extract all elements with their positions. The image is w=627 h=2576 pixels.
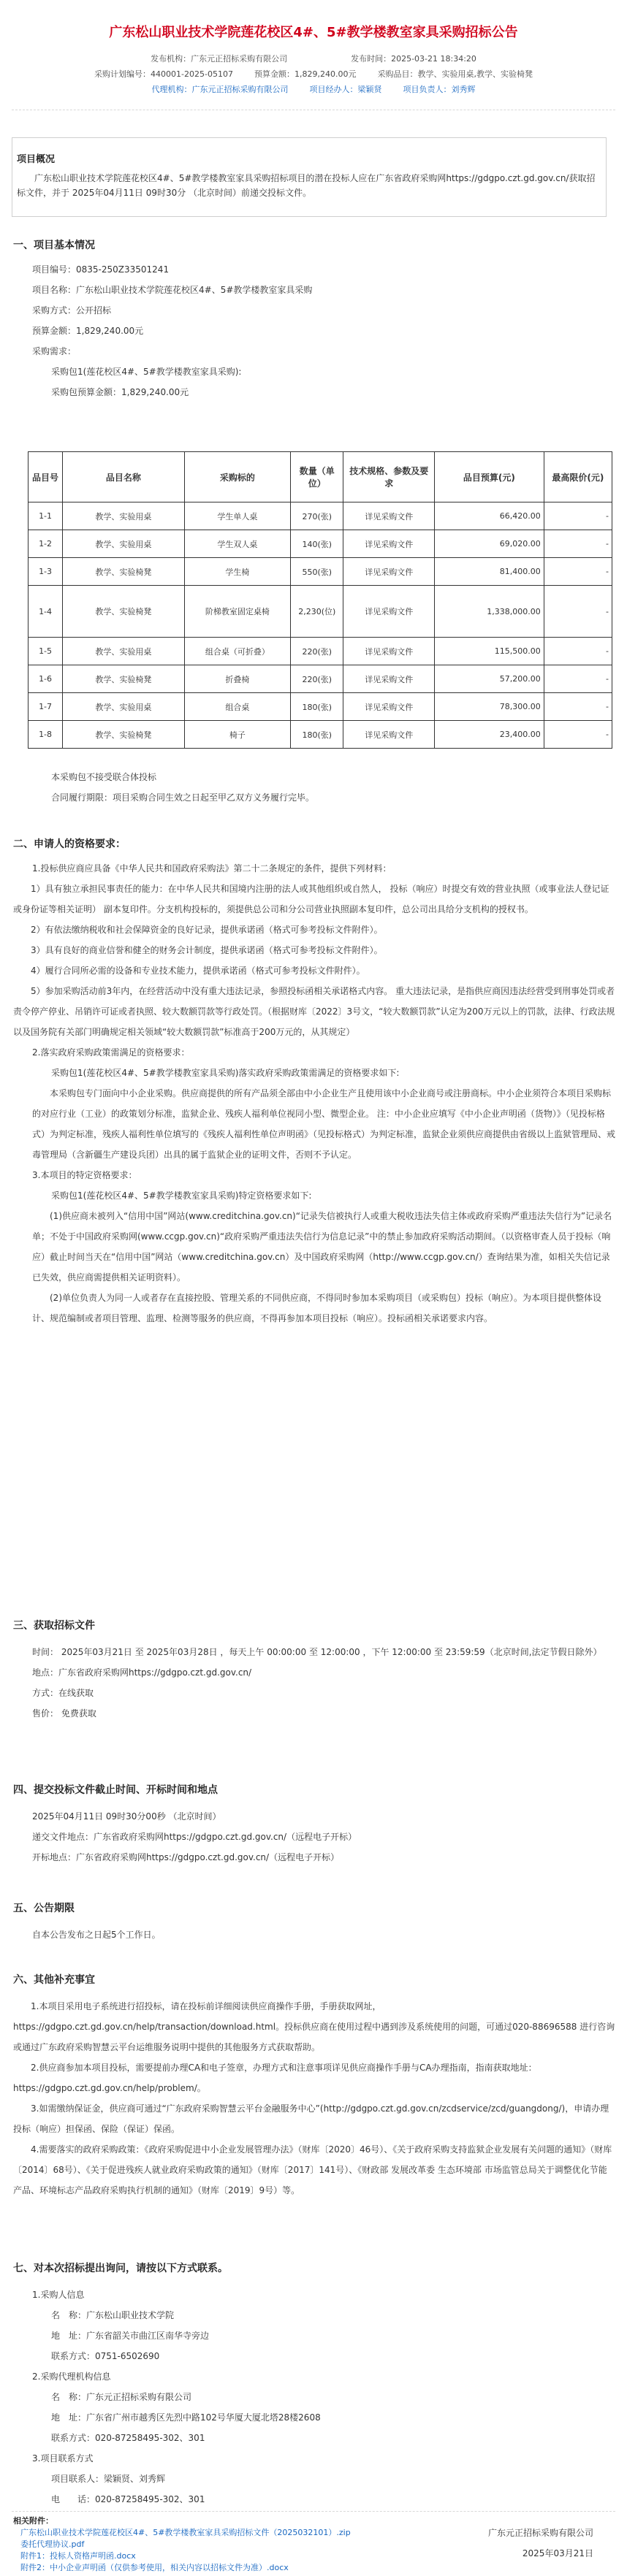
specific-heading: 3.本项目的特定资格要求： <box>32 1170 137 1180</box>
col-header: 品目名称 <box>63 452 185 502</box>
cell: 阶梯教室固定桌椅 <box>184 586 291 638</box>
package-budget: 采购包预算金额：1,829,240.00元 <box>51 387 189 397</box>
get-doc-price: 售价： 免费获取 <box>32 1708 96 1719</box>
cell: 教学、实验椅凳 <box>63 665 185 693</box>
cell: 教学、实验椅凳 <box>63 721 185 749</box>
qual-item-4: 4）履行合同所必需的设备和专业技术能力，提供承诺函（格式可参考投标文件附件）。 <box>31 966 365 976</box>
qual-item-1: 1）具有独立承担民事责任的能力：在中华人民共和国境内注册的法人或其他组织或自然人， 投标（响应）时提交有效的营业执照（或事业法人登记证或身份证等相关证明） 副本复印件。分支机构投标的，须提供总公司和分公司营业执照副本复印件，总公司出具给分支机构的授权书。 <box>13 884 609 914</box>
package-notes <box>13 767 615 808</box>
cell: 教学、实验用桌 <box>63 693 185 721</box>
project-number: 项目编号：0835-250Z33501241 <box>32 264 170 275</box>
cell: 详见采购文件 <box>343 693 435 721</box>
section-4-body <box>13 1806 615 1868</box>
section-5-body <box>13 1925 615 1945</box>
section-1-heading: 一、项目基本情况 <box>13 240 95 251</box>
signature-date: 2025年03月21日 <box>522 2548 593 2558</box>
cell: 学生单人桌 <box>184 502 291 530</box>
cell: - <box>544 558 612 586</box>
purchaser-heading: 1.采购人信息 <box>32 2290 85 2300</box>
cell: 270(张) <box>291 502 343 530</box>
meta-budget: 预算金额：1,829,240.00元 <box>254 69 357 79</box>
attachments-list <box>13 2515 351 2574</box>
budget-amount: 预算金额：1,829,240.00元 <box>32 326 144 336</box>
cell: - <box>544 502 612 530</box>
meta-plan: 采购计划编号：440001-2025-05107 <box>94 69 233 79</box>
cell: - <box>544 665 612 693</box>
section-2-heading: 二、申请人的资格要求： <box>13 838 126 850</box>
notice-period: 自本公告发布之日起5个工作日。 <box>32 1930 161 1940</box>
cell: 椅子 <box>184 721 291 749</box>
cell: - <box>544 586 612 638</box>
qual-item-5: 5）参加采购活动前3年内，在经营活动中没有重大违法记录，参照投标函相关承诺格式内容。 重大违法记录，是指供应商因违法经营受到刑事处罚或者责令停产停业、吊销许可证或者执照、较大数额罚款等行政处罚。（根据财库〔2022〕3号文，“较大数额罚款”认定为200万元以上的罚款，法律、行政法规以及国务院有关部门明确规定相关领域“较大数额罚款”标准高于200万元的，从其规定） <box>13 986 615 1037</box>
table-row <box>28 665 612 693</box>
cell: - <box>544 530 612 558</box>
section-7-heading: 七、对本次招标提出询问，请按以下方式联系。 <box>13 2263 228 2274</box>
cell: 69,020.00 <box>435 530 544 558</box>
supplement-2: 2.供应商参加本项目投标，需要提前办理CA和电子签章，办理方式和注意事项详见供应商操作手册与CA办理指南，指南获取地址：https://gdgpo.czt.gd.gov.cn/help/problem/。 <box>13 2063 537 2093</box>
col-header: 最高限价(元) <box>544 452 612 502</box>
specific-item-1: (1)供应商未被列入“信用中国”网站(www.creditchina.gov.cn)“记录失信被执行人或重大税收违法失信主体或政府采购严重违法失信行为”记录名单；不处于中国政府采购网(www.ccgp.gov.cn)“政府采购严重违法失信行为信息记录”中的禁止参加政府采购活动期间。（以资格审查人员于投标（响应）截止时间当天在“信用中国”网站（www.creditchina.gov.cn）及中国政府采购网（http://www.ccgp.gov.cn/）查询结果为准，如相关失信记录已失效，供应商需提供相关证明资料）。 <box>32 1211 612 1283</box>
section-6-heading: 六、其他补充事宜 <box>13 1974 95 1986</box>
purchaser-phone: 联系方式：0751-6502690 <box>51 2351 160 2361</box>
attachments-label: 相关附件： <box>13 2516 53 2526</box>
cell: 详见采购文件 <box>343 502 435 530</box>
attachment-link[interactable]: 附件1：投标人资格声明函.docx <box>20 2551 136 2561</box>
qual-item-3: 3）具有良好的商业信誉和健全的财务会计制度，提供承诺函（格式可参考投标文件附件）。 <box>31 945 383 955</box>
policy-sme-text: 本采购包专门面向中小企业采购。供应商提供的所有产品须全部由中小企业生产且使用该中小企业商号或注册商标。中小企业须符合本项目采购标的对应行业（工业）的政策划分标准，监狱企业、残疾人福利单位视同小型、微型企业。 注：中小企业应填写《中小企业声明函（货物）》（见投标格式）为判定标准，残疾人福利性单位填写的《残疾人福利性单位声明函》（见投标格式）为判定标准，监狱企业须供应商提供由省级以上监狱管理局、戒毒管理局（含新疆生产建设兵团）出具的属于监狱企业的证明文件，否则不予认定。 <box>32 1088 616 1160</box>
cell: 1-8 <box>28 721 63 749</box>
cell: 教学、实验用桌 <box>63 530 185 558</box>
table-row <box>28 721 612 749</box>
cell: 66,420.00 <box>435 502 544 530</box>
cell: 2,230(位) <box>291 586 343 638</box>
cell: 1,338,000.00 <box>435 586 544 638</box>
attachment-link[interactable]: 附件2：中小企业声明函（仅供参考使用，相关内容以招标文件为准）.docx <box>20 2563 289 2572</box>
cell: 1-7 <box>28 693 63 721</box>
contact-heading: 3.项目联系方式 <box>32 2453 94 2464</box>
meta-agency: 代理机构：广东元正招标采购有限公司 <box>151 85 289 94</box>
page-title: 广东松山职业技术学院莲花校区4#、5#教学楼教室家具采购招标公告 <box>109 25 518 40</box>
cell: 81,400.00 <box>435 558 544 586</box>
cell: - <box>544 721 612 749</box>
overview-heading: 项目概况 <box>17 154 56 165</box>
cell: 组合桌（可折叠） <box>184 638 291 665</box>
section-6-body <box>13 1996 615 2201</box>
cell: 详见采购文件 <box>343 586 435 638</box>
table-row <box>28 530 612 558</box>
cell: 1-6 <box>28 665 63 693</box>
section-3-body <box>13 1642 615 1724</box>
cell: 550(张) <box>291 558 343 586</box>
cell: 1-5 <box>28 638 63 665</box>
section-1-body <box>13 259 615 402</box>
cell: 教学、实验椅凳 <box>63 586 185 638</box>
cell: 1-1 <box>28 502 63 530</box>
purchaser-address: 地 址：广东省韶关市曲江区南华寺旁边 <box>51 2331 210 2341</box>
signature-company: 广东元正招标采购有限公司 <box>487 2528 593 2538</box>
supplement-3: 3.如需缴纳保证金，供应商可通过“广东政府采购智慧云平台金融服务中心”(http://gdgpo.czt.gd.gov.cn/zcdservice/zcd/guangdong/)，申请办理投标（响应）担保函、保险（保证）保函。 <box>13 2103 609 2134</box>
specific-item-2: (2)单位负责人为同一人或者存在直接控股、管理关系的不同供应商，不得同时参加本采购项目（或采购包）投标（响应）。为本项目提供整体设计、规范编制或者项目管理、监理、检测等服务的供应商，不得再参加本项目投标（响应）。投标函相关承诺要求内容。 <box>32 1293 602 1323</box>
qual-item-2: 2）有依法缴纳税收和社会保障资金的良好记录，提供承诺函（格式可参考投标文件附件）。 <box>31 925 383 935</box>
announcement-meta <box>0 51 627 97</box>
procurement-need: 采购需求： <box>32 346 77 356</box>
get-doc-place: 地点：广东省政府采购网https://gdgpo.czt.gd.gov.cn/ <box>32 1667 252 1678</box>
cell: 78,300.00 <box>435 693 544 721</box>
contact-phone: 电 话：020-87258495-302、301 <box>51 2494 205 2504</box>
cell: 220(张) <box>291 638 343 665</box>
specific-package: 采购包1(莲花校区4#、5#教学楼教室家具采购)特定资格要求如下: <box>51 1190 312 1201</box>
table-header-row <box>28 452 612 502</box>
col-header: 采购标的 <box>184 452 291 502</box>
contract-term: 合同履行期限：项目采购合同生效之日起至甲乙双方义务履行完毕。 <box>51 792 315 803</box>
section-4-heading: 四、提交投标文件截止时间、开标时间和地点 <box>13 1784 218 1796</box>
agency-name: 名 称：广东元正招标采购有限公司 <box>51 2392 192 2402</box>
col-header: 品目预算(元) <box>435 452 544 502</box>
table-row <box>28 638 612 665</box>
cell: 教学、实验用桌 <box>63 638 185 665</box>
cell: 180(张) <box>291 721 343 749</box>
cell: 220(张) <box>291 665 343 693</box>
cell: 教学、实验用桌 <box>63 502 185 530</box>
agency-phone: 联系方式：020-87258495-302、301 <box>51 2433 205 2443</box>
cell: 组合桌 <box>184 693 291 721</box>
section-5-heading: 五、公告期限 <box>13 1903 75 1914</box>
package-title: 采购包1(莲花校区4#、5#教学楼教室家具采购): <box>51 367 242 377</box>
cell: 学生双人桌 <box>184 530 291 558</box>
attachment-link[interactable]: 委托代理协议.pdf <box>20 2539 85 2549</box>
supplement-4: 4.需要落实的政府采购政策：《政府采购促进中小企业发展管理办法》（财库〔2020〕46号）、《关于政府采购支持监狱企业发展有关问题的通知》（财库〔2014〕68号）、《关于促进残疾人就业政府采购政策的通知》（财库〔2017〕141号）、《财政部 发展改革委 生态环境部 市场监管总局关于调整优化节能产品、环境标志产品政府采购执行机制的通知》（财库〔2019〕9号）等。 <box>13 2144 612 2195</box>
cell: 教学、实验椅凳 <box>63 558 185 586</box>
deadline-time: 2025年04月11日 09时30分00秒 （北京时间） <box>32 1811 221 1822</box>
qual-intro: 1.投标供应商应具备《中华人民共和国政府采购法》第二十二条规定的条件，提供下列材料： <box>32 863 392 874</box>
cell: 详见采购文件 <box>343 530 435 558</box>
meta-manager: 项目经办人：梁颖贤 <box>309 85 382 94</box>
cell: 23,400.00 <box>435 721 544 749</box>
col-header: 技术规格、参数及要求 <box>343 452 435 502</box>
policy-heading: 2.落实政府采购政策需满足的资格要求： <box>32 1047 190 1058</box>
supplement-1: 1.本项目采用电子系统进行招投标，请在投标前详细阅读供应商操作手册，手册获取网址，https://gdgpo.czt.gd.gov.cn/help/transaction/download.html。投标供应商在使用过程中遇到涉及系统使用的问题，可通过020-88696588 进行咨询或通过广东政府采购智慧云平台运维服务说明中提供的其他服务方式获取帮助。 <box>13 2001 615 2052</box>
section-2-body <box>13 858 615 1329</box>
meta-leader: 项目负责人：刘秀辉 <box>403 85 476 94</box>
cell: 详见采购文件 <box>343 665 435 693</box>
cell: 180(张) <box>291 693 343 721</box>
cell: 1-3 <box>28 558 63 586</box>
get-doc-time: 时间： 2025年03月21日 至 2025年03月28日 ，每天上午 00:00:00 至 12:00:00 ，下午 12:00:00 至 23:59:59（北京时间,法定节假日除外） <box>32 1647 602 1657</box>
cell: 57,200.00 <box>435 665 544 693</box>
meta-date: 发布时间：2025-03-21 18:34:20 <box>351 54 476 64</box>
procurement-method: 采购方式：公开招标 <box>32 305 112 316</box>
project-name: 项目名称：广东松山职业技术学院莲花校区4#、5#教学楼教室家具采购 <box>32 285 313 295</box>
table-row <box>28 586 612 638</box>
col-header: 品目号 <box>28 452 63 502</box>
cell: 115,500.00 <box>435 638 544 665</box>
agency-heading: 2.采购代理机构信息 <box>32 2371 111 2382</box>
cell: 详见采购文件 <box>343 558 435 586</box>
purchaser-name: 名 称：广东松山职业技术学院 <box>51 2310 175 2320</box>
cell: 1-4 <box>28 586 63 638</box>
cell: 140(张) <box>291 530 343 558</box>
agency-address: 地 址：广东省广州市越秀区先烈中路102号华厦大厦北塔28楼2608 <box>51 2412 321 2423</box>
open-place: 开标地点：广东省政府采购网https://gdgpo.czt.gd.gov.cn/（远程电子开标） <box>32 1852 340 1862</box>
cell: 折叠椅 <box>184 665 291 693</box>
attachments-divider <box>12 2511 615 2512</box>
cell: - <box>544 638 612 665</box>
no-consortium-note: 本采购包不接受联合体投标 <box>51 772 157 782</box>
project-overview-box <box>12 137 607 217</box>
cell: 详见采购文件 <box>343 638 435 665</box>
submit-place: 递交文件地点：广东省政府采购网https://gdgpo.czt.gd.gov.cn/（远程电子开标） <box>32 1832 357 1842</box>
table-row <box>28 693 612 721</box>
meta-category: 采购品目：教学、实验用桌,教学、实验椅凳 <box>377 69 533 79</box>
col-header: 数量（单位） <box>291 452 343 502</box>
get-doc-method: 方式：在线获取 <box>32 1688 94 1698</box>
contact-person: 项目联系人：梁颖贤、刘秀辉 <box>51 2474 166 2484</box>
policy-package: 采购包1(莲花校区4#、5#教学楼教室家具采购)落实政府采购政策需满足的资格要求如下: <box>51 1068 400 1078</box>
meta-org: 发布机构：广东元正招标采购有限公司 <box>151 54 288 64</box>
table-row <box>28 502 612 530</box>
overview-text: 广东松山职业技术学院莲花校区4#、5#教学楼教室家具采购招标项目的潜在投标人应在广东省政府采购网https://gdgpo.czt.gd.gov.cn/获取招标文件，并于 2025年04月11日 09时30分 （北京时间）前递交投标文件。 <box>17 173 596 198</box>
cell: 1-2 <box>28 530 63 558</box>
cell: - <box>544 693 612 721</box>
cell: 详见采购文件 <box>343 721 435 749</box>
items-table <box>28 451 612 749</box>
cell: 学生椅 <box>184 558 291 586</box>
section-3-heading: 三、获取招标文件 <box>13 1620 95 1632</box>
table-row <box>28 558 612 586</box>
attachment-link[interactable]: 广东松山职业技术学院莲花校区4#、5#教学楼教室家具采购招标文件（2025032101）.zip <box>20 2528 351 2537</box>
